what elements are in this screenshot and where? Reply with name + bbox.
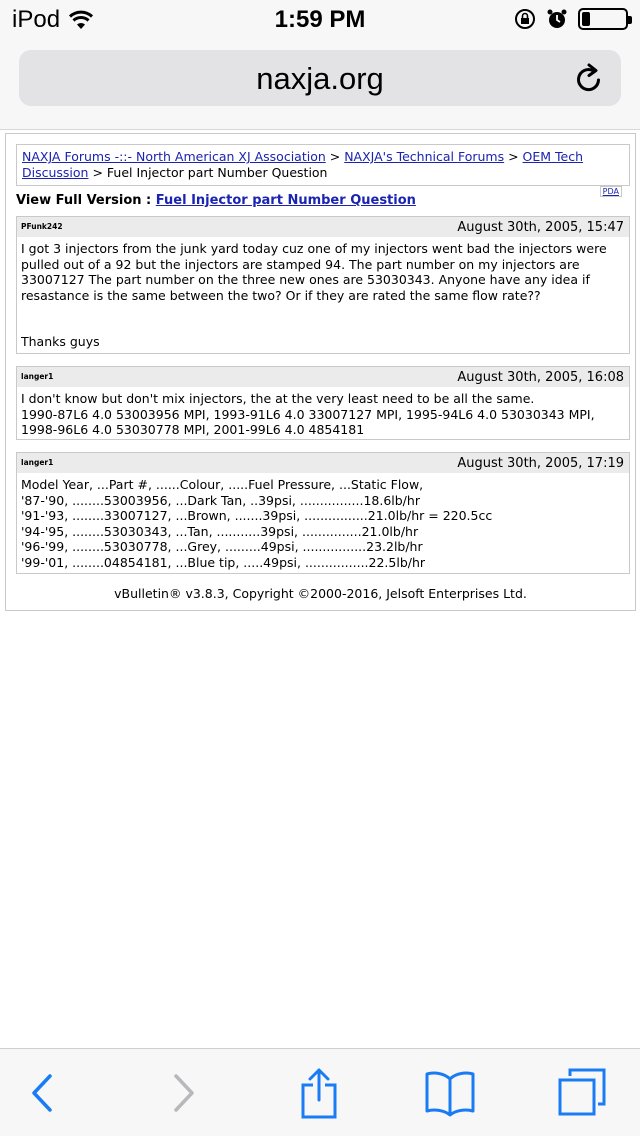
post-date: August 30th, 2005, 16:08 (457, 370, 624, 385)
tabs-icon (556, 1067, 608, 1119)
post-date: August 30th, 2005, 17:19 (457, 456, 624, 471)
breadcrumb-forums-link[interactable]: NAXJA Forums -::- North American XJ Association (22, 149, 326, 164)
post-body: I don't know but don't mix injectors, the at the very least need to be all the same. 1990-87L6 4.0 53003956 MPI, 1993-91L6 4.0 33007127 MPI, 1995-94L6 4.0 53030343 MPI, 1998-96L6 4.0 53030778 MPI, 2001-99L6 4.0 4854181 (21, 391, 595, 437)
post-date: August 30th, 2005, 15:47 (457, 220, 624, 235)
status-icons (514, 8, 628, 30)
status-bar (0, 0, 640, 40)
post-author: langer1 (21, 372, 54, 381)
breadcrumb-separator: > (325, 149, 345, 164)
breadcrumb-separator: > (88, 165, 107, 180)
bottom-toolbar (0, 1048, 640, 1136)
tabs-button[interactable] (552, 1067, 612, 1119)
pda-link[interactable]: PDA (600, 186, 622, 197)
url-text[interactable]: naxja.org (256, 61, 384, 96)
post (16, 452, 630, 574)
share-button[interactable] (289, 1067, 349, 1119)
thread-title-link[interactable]: Fuel Injector part Number Question (155, 193, 416, 208)
post-header (17, 367, 629, 387)
post-author: PFunk242 (21, 222, 63, 231)
full-version-label: View Full Version : (16, 193, 156, 208)
clock: 1:59 PM (274, 6, 366, 33)
breadcrumb-oem-link[interactable]: OEM Tech Discussion (22, 149, 584, 180)
forward-icon (168, 1073, 198, 1113)
copyright-footer: vBulletin® v3.8.3, Copyright ©2000-2016, Jelsoft Enterprises Ltd. (114, 586, 527, 601)
browser-chrome (0, 40, 640, 130)
post-author: langer1 (21, 458, 54, 467)
address-bar[interactable] (19, 50, 621, 106)
post (16, 216, 630, 354)
back-button[interactable] (13, 1067, 73, 1119)
breadcrumb-current: Fuel Injector part Number Question (106, 165, 328, 180)
post-body: Model Year, ...Part #, ......Colour, .....Fuel Pressure, ...Static Flow, '87-'90, ........53003956, ...Dark Tan, ..39psi, ................18.6lb/hr '91-'93, ........33007127, ...Brown, .......39psi, ................21.0lb/hr = 220.5cc '94-'95, ........53030343, ...Tan, ...........39psi, ...............21.0lb/hr '96-'99, ........53030778, ...Grey, .........49psi, ................23.2lb/hr '99-'01, ........04854181, ...Blue tip, .....49psi, ................22.5lb/hr (21, 477, 493, 570)
breadcrumb (16, 144, 630, 186)
battery-level (582, 12, 590, 26)
bookmarks-button[interactable] (420, 1067, 480, 1119)
forum-page (5, 133, 636, 611)
carrier-label: iPod (12, 6, 61, 33)
back-icon (28, 1073, 58, 1113)
share-icon (299, 1067, 339, 1119)
alarm-icon (546, 8, 568, 30)
breadcrumb-separator: > (504, 149, 523, 164)
post-header (17, 453, 629, 473)
post-body: I got 3 injectors from the junk yard today cuz one of my injectors went bad the injectors were pulled out of a 92 but the injectors are stamped 94. The part number on my injectors are 33007127 The part number on the three new ones are 53030343. Anyone have any idea if resastance is the same between the two? Or if they are rated the same flow rate?? Thanks guys (21, 241, 607, 349)
battery-icon (578, 8, 628, 30)
post-header (17, 217, 629, 237)
bookmarks-icon (424, 1069, 476, 1117)
forward-button[interactable] (153, 1067, 213, 1119)
post (16, 366, 630, 440)
breadcrumb-technical-link[interactable]: NAXJA's Technical Forums (344, 149, 505, 164)
full-version-heading (16, 193, 416, 208)
reload-icon[interactable] (575, 62, 605, 94)
rotation-lock-icon (514, 8, 536, 30)
